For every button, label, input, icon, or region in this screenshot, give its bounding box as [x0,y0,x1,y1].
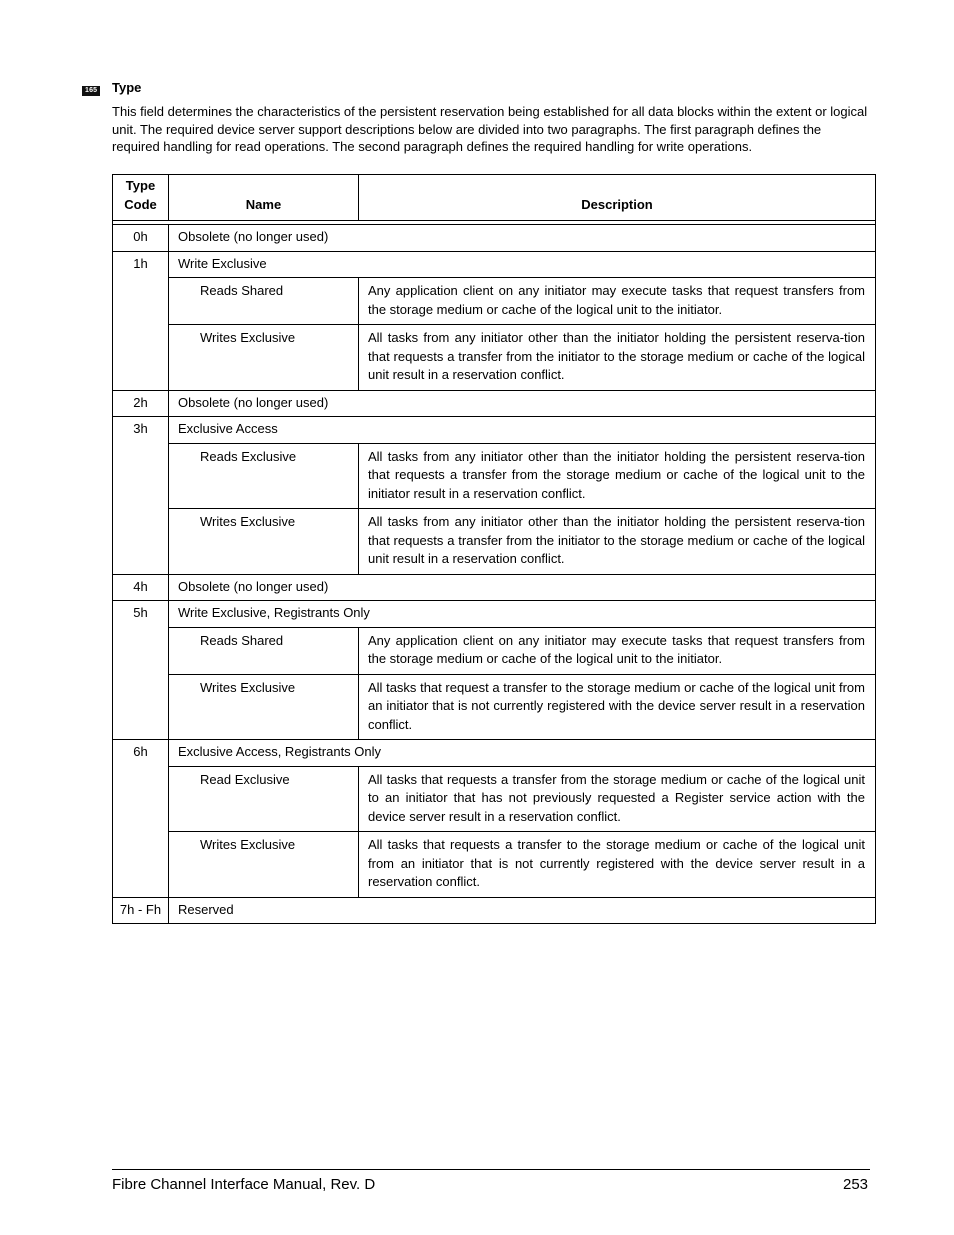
table-row [113,574,876,601]
type-code-cell: 2h [113,390,169,417]
operation-name-cell: Reads Shared [169,278,359,325]
type-code-cell: 3h [113,417,169,575]
table-row [113,766,876,832]
operation-name-cell: Read Exclusive [169,766,359,832]
type-name-cell: Reserved [169,897,876,924]
table-row [113,443,876,509]
footer-page-number: 253 [843,1176,869,1193]
type-name-cell: Exclusive Access, Registrants Only [169,740,876,767]
type-name-cell: Exclusive Access [169,417,876,444]
operation-name-cell: Writes Exclusive [169,832,359,898]
field-description: This field determines the characteristics of the persistent reservation being established for all data blocks within the extent or logical unit. The required device server support descriptions below are divided into two paragraphs. The first paragraph defines the required handling for read operations. The second paragraph defines the required handling for write operations. [112,104,868,154]
type-code-cell: 6h [113,740,169,898]
operation-name-cell: Writes Exclusive [169,674,359,740]
operation-name-cell: Writes Exclusive [169,509,359,575]
table-header-row [113,175,876,221]
type-code-cell: 4h [113,574,169,601]
header-name: Name [169,175,359,221]
description-cell: Any application client on any initiator may execute tasks that request transfers from the storage medium or cache of the logical unit to the initiator. [359,627,876,674]
footer-manual-title: Fibre Channel Interface Manual, Rev. D [112,1176,376,1193]
description-cell: All tasks that requests a transfer to the storage medium or cache of the logical unit from an initiator that is not currently registered with the device server result in a reservation conflict. [359,832,876,898]
table-row [113,627,876,674]
type-name-cell: Write Exclusive [169,251,876,278]
operation-name-cell: Writes Exclusive [169,325,359,391]
description-cell: All tasks that request a transfer to the storage medium or cache of the logical unit from an initiator that is not currently registered with the device server result in a reservation conflict. [359,674,876,740]
table-row [113,601,876,628]
field-title: Type [112,80,142,95]
type-name-cell: Write Exclusive, Registrants Only [169,601,876,628]
header-description: Description [359,175,876,221]
description-cell: Any application client on any initiator may execute tasks that request transfers from the storage medium or cache of the logical unit to the initiator. [359,278,876,325]
type-code-cell: 0h [113,225,169,252]
table-row [113,897,876,924]
table-row [113,251,876,278]
table-row [113,225,876,252]
description-cell: All tasks that requests a transfer from the storage medium or cache of the logical unit to an initiator that has not previously requested a Register service action with the device server result in a reservation conflict. [359,766,876,832]
type-name-cell: Obsolete (no longer used) [169,225,876,252]
description-cell: All tasks from any initiator other than the initiator holding the persistent reserva-tion that requests a transfer from the initiator to the storage medium or cache of the logical unit result in a reservation conflict. [359,509,876,575]
table-row [113,390,876,417]
table-row [113,740,876,767]
table-row [113,509,876,575]
description-cell: All tasks from any initiator other than the initiator holding the persistent reserva-tion that requests a transfer from the storage medium or cache of the logical unit to the initiator result in a reservation conflict. [359,443,876,509]
table-row [113,674,876,740]
header-type-code: Type Code [113,175,169,221]
footer-divider [112,1169,870,1170]
type-name-cell: Obsolete (no longer used) [169,574,876,601]
table-row [113,832,876,898]
description-cell: All tasks from any initiator other than the initiator holding the persistent reserva-tion that requests a transfer from the initiator to the storage medium or cache of the logical unit result in a reservation conflict. [359,325,876,391]
type-code-table [112,174,876,924]
operation-name-cell: Reads Shared [169,627,359,674]
type-name-cell: Obsolete (no longer used) [169,390,876,417]
table-row [113,325,876,391]
type-code-cell: 1h [113,251,169,390]
type-code-cell: 7h - Fh [113,897,169,924]
table-row [113,278,876,325]
operation-name-cell: Reads Exclusive [169,443,359,509]
type-code-cell: 5h [113,601,169,740]
table-row [113,417,876,444]
field-number-tag: 165 [82,86,100,96]
